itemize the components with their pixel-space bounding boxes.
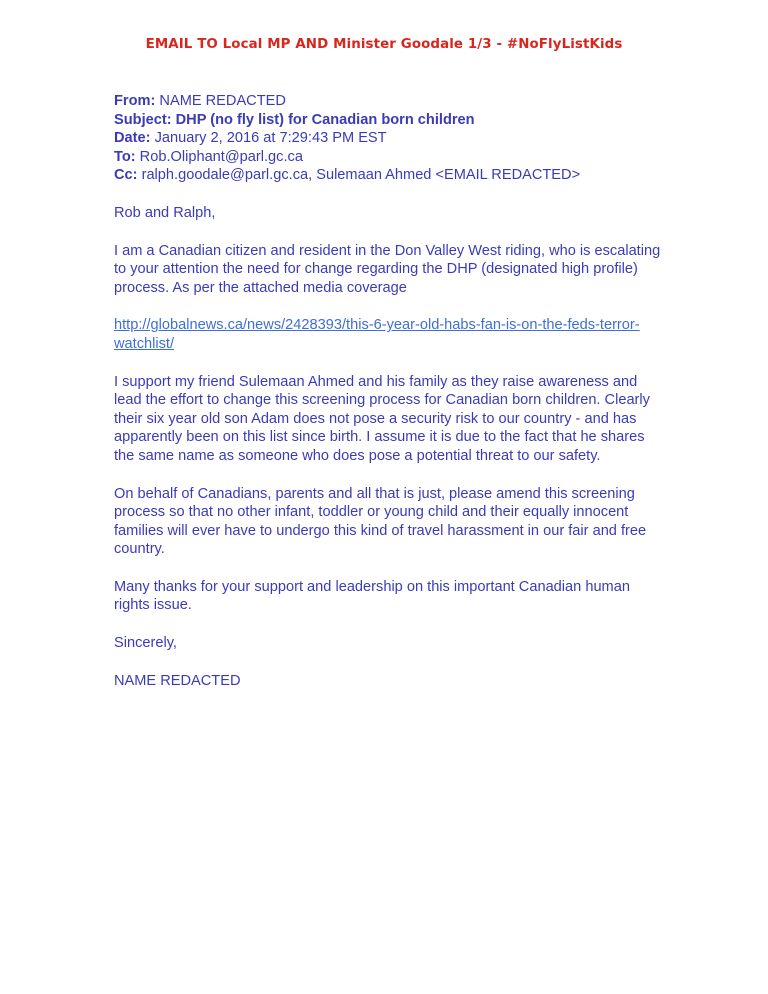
to-line	[114, 148, 662, 167]
email-body	[114, 92, 662, 709]
cc-value: ralph.goodale@parl.gc.ca, Sulemaan Ahmed <EMAIL REDACTED>	[141, 167, 581, 184]
to-label: To:	[114, 148, 136, 165]
subject-value: DHP (no fly list) for Canadian born children	[175, 111, 475, 128]
paragraph-2: I support my friend Sulemaan Ahmed and his family as they raise awareness and lead the effort to change this screening process for Canadian born children. Clearly their six year old son Adam does not pose a security risk to our country - and has apparently been on this list since birth. I assume it is due to the fact that he shares the same name as someone who does pose a potential threat to our safety.	[114, 373, 650, 464]
paragraph-1: I am a Canadian citizen and resident in the Don Valley West riding, who is escalating to your attention the need for change regarding the DHP (designated high profile) process. As per the attached media coverage	[114, 242, 661, 296]
cc-line	[114, 166, 662, 185]
greeting: Rob and Ralph,	[114, 204, 216, 221]
closing: Sincerely,	[114, 635, 177, 652]
date-value: January 2, 2016 at 7:29:43 PM EST	[154, 130, 387, 147]
date-line	[114, 129, 662, 148]
from-label: From:	[114, 93, 156, 109]
subject-line	[114, 111, 662, 130]
email-headers	[114, 92, 662, 185]
page-header: EMAIL TO Local MP AND Minister Goodale 1/3 - #NoFlyListKids	[145, 37, 623, 52]
to-value: Rob.Oliphant@parl.gc.ca	[139, 148, 303, 165]
paragraph-4: Many thanks for your support and leadership on this important Canadian human rights issue.	[114, 578, 630, 614]
signature: NAME REDACTED	[114, 672, 241, 689]
cc-label: Cc:	[114, 167, 138, 184]
link-paragraph	[114, 316, 662, 353]
from-value: NAME REDACTED	[159, 93, 286, 109]
from-line	[114, 92, 662, 111]
date-label: Date:	[114, 130, 151, 147]
news-link[interactable]: http://globalnews.ca/news/2428393/this-6-year-old-habs-fan-is-on-the-feds-terror-watchlist/	[114, 317, 640, 352]
paragraph-3: On behalf of Canadians, parents and all that is just, please amend this screening process so that no other infant, toddler or young child and their equally innocent families will ever have to undergo this kind of travel harassment in our fair and free country.	[114, 485, 647, 558]
subject-label: Subject:	[114, 111, 172, 128]
